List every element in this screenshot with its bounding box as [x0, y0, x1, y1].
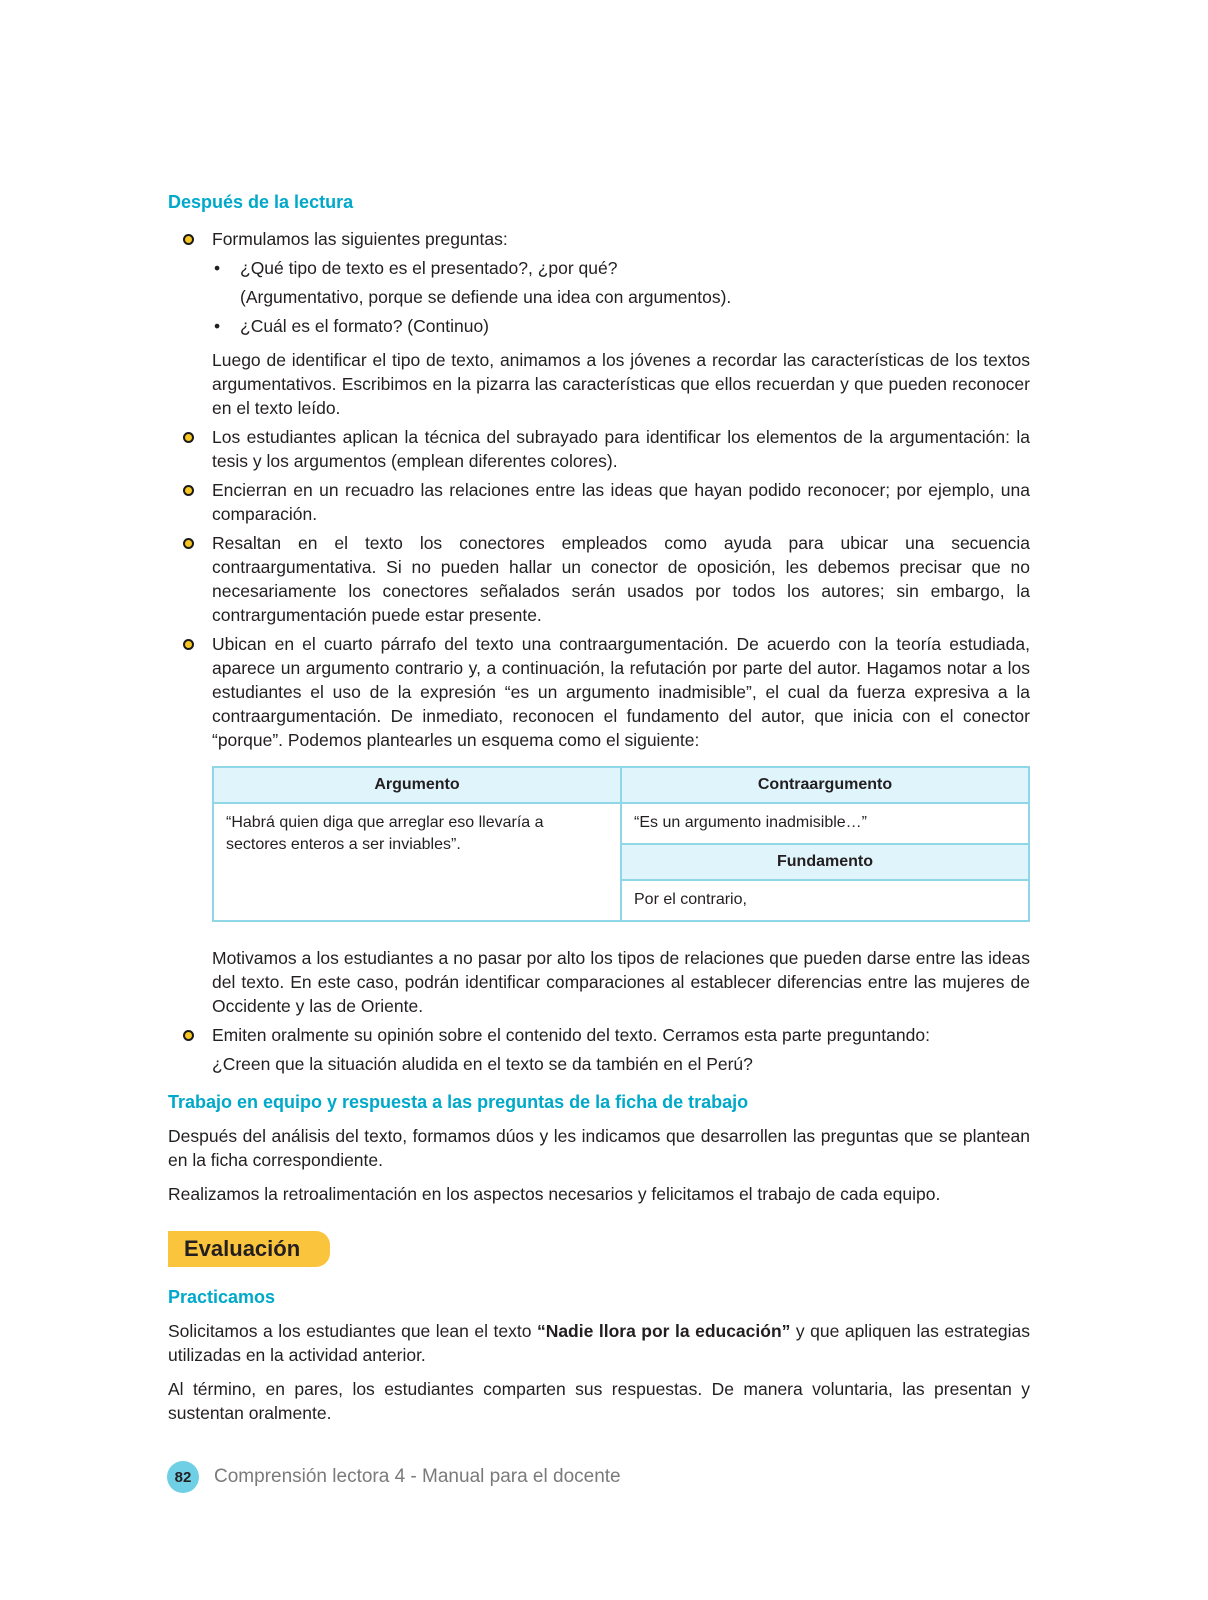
evaluation-label: Evaluación	[168, 1231, 330, 1267]
paragraph: Después del análisis del texto, formamos dúos y les indicamos que desarrollen las preguntas que se plantean en la ficha correspondiente.	[168, 1126, 1030, 1170]
evaluation-banner	[168, 1231, 1030, 1267]
bullet-circle-icon	[183, 538, 194, 549]
page-footer	[167, 1460, 621, 1494]
table-header-contraargumento: Contraargumento	[621, 767, 1029, 803]
paragraph: Realizamos la retroalimentación en los aspectos necesarios y felicitamos el trabajo de cada equipo.	[168, 1184, 941, 1204]
page-number-badge: 82	[167, 1461, 199, 1493]
table-cell-argumento: “Habrá quien diga que arreglar eso llevaría a sectores enteros a ser inviables”.	[213, 803, 621, 921]
bullet-circle-icon	[183, 432, 194, 443]
sub-list-item	[168, 314, 1030, 338]
list-item-text: Formulamos las siguientes preguntas:	[212, 229, 508, 249]
sub-list-item	[168, 256, 1030, 280]
list-item-text: Resaltan en el texto los conectores empleados como ayuda para ubicar una secuencia contraargumentativa. Si no pueden hallar un conector de oposición, les debemos precisar que no necesariamente los conectores señalados serán usados por todos los autores; sin embargo, la contrargumentación puede estar presente.	[212, 533, 1030, 625]
section-heading-despues: Después de la lectura	[168, 192, 354, 212]
bullet-circle-icon	[183, 639, 194, 650]
question-text: ¿Cuál es el formato? (Continuo)	[240, 316, 489, 336]
text-title-bold: “Nadie llora por la educación”	[536, 1321, 791, 1341]
bullet-dot-icon: •	[214, 316, 221, 336]
table-cell-contraargumento: “Es un argumento inadmisible…”	[621, 803, 1029, 844]
bullet-circle-icon	[183, 1030, 194, 1041]
paragraph: Motivamos a los estudiantes a no pasar por alto los tipos de relaciones que pueden darse entre las ideas del texto. En este caso, podrán identificar comparaciones al establecer diferencias entre las mujeres de Occidente y las de Oriente.	[212, 948, 1030, 1016]
answer-text: (Argumentativo, porque se defiende una idea con argumentos).	[240, 287, 732, 307]
table-cell-fundamento: Por el contrario,	[621, 880, 1029, 921]
section-heading-practicamos: Practicamos	[168, 1287, 276, 1307]
list-item	[168, 632, 1030, 752]
closing-question: ¿Creen que la situación aludida en el texto se da también en el Perú?	[212, 1054, 753, 1074]
list-item	[168, 478, 1030, 526]
argument-scheme-table	[212, 766, 1030, 922]
list-item-text: Emiten oralmente su opinión sobre el contenido del texto. Cerramos esta parte preguntando:	[212, 1025, 930, 1045]
bullet-circle-icon	[183, 234, 194, 245]
bullet-circle-icon	[183, 485, 194, 496]
footer-title: Comprensión lectora 4 - Manual para el docente	[214, 1466, 621, 1487]
list-item	[168, 1023, 1030, 1047]
table-header-argumento: Argumento	[213, 767, 621, 803]
list-item-text: Ubican en el cuarto párrafo del texto una contraargumentación. De acuerdo con la teoría estudiada, aparece un argumento contrario y, a continuación, la refutación por parte del autor. Hagamos notar a los estudiantes el uso de la expresión “es un argumento inadmisible”, el cual da fuerza expresiva a la contraargumentación. De inmediato, reconocen el fundamento del autor, que inicia con el conector “porque”. Podemos plantearles un esquema como el siguiente:	[212, 634, 1030, 750]
question-text: ¿Qué tipo de texto es el presentado?, ¿por qué?	[240, 258, 618, 278]
paragraph: Luego de identificar el tipo de texto, animamos a los jóvenes a recordar las características de los textos argumentativos. Escribimos en la pizarra las características que ellos recuerdan y que pueden reconocer en el texto leído.	[212, 350, 1030, 418]
list-item	[168, 531, 1030, 627]
list-item-text: Los estudiantes aplican la técnica del subrayado para identificar los elementos de la argumentación: la tesis y los argumentos (emplean diferentes colores).	[212, 427, 1030, 471]
list-item-text: Encierran en un recuadro las relaciones entre las ideas que hayan podido reconocer; por ejemplo, una comparación.	[212, 480, 1030, 524]
text-span: y que apliquen las estrategias utilizadas en la actividad anterior.	[168, 1321, 1030, 1365]
text-span: Solicitamos a los estudiantes que lean el texto	[168, 1321, 537, 1341]
table-header-fundamento: Fundamento	[621, 844, 1029, 881]
list-item	[168, 425, 1030, 473]
section-heading-trabajo: Trabajo en equipo y respuesta a las preguntas de la ficha de trabajo	[168, 1092, 749, 1112]
main-content	[168, 190, 1030, 1425]
paragraph	[168, 1319, 1030, 1367]
bullet-dot-icon: •	[214, 258, 221, 278]
list-item	[168, 227, 1030, 251]
paragraph: Al término, en pares, los estudiantes comparten sus respuestas. De manera voluntaria, las presentan y sustentan oralmente.	[168, 1379, 1030, 1423]
